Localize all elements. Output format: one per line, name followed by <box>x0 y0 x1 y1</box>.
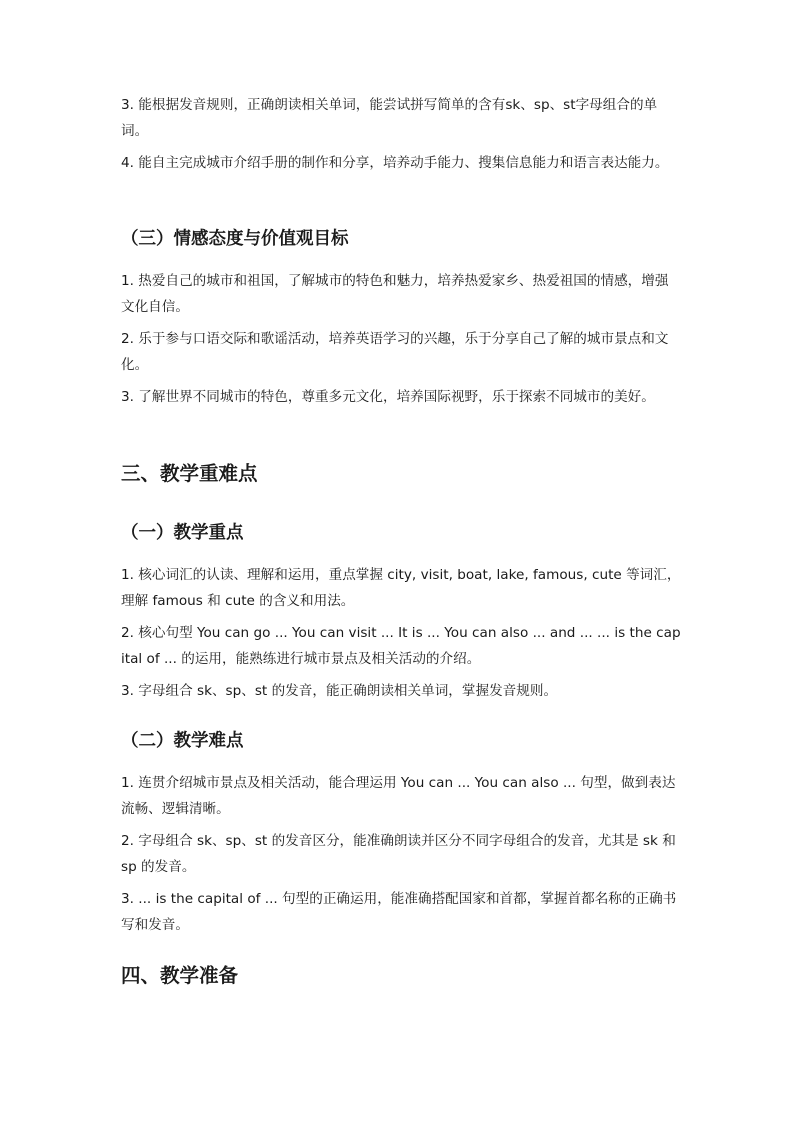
list-item: 1. 热爱自己的城市和祖国，了解城市的特色和魅力，培养热爱家乡、热爱祖国的情感，增强文化自信。 <box>121 273 669 315</box>
section-heading-key-points: （一）教学重点 <box>121 523 244 543</box>
difficult-points-list <box>121 770 681 938</box>
section-heading-key-difficult-points: 三、教学重难点 <box>121 462 258 485</box>
section-heading-emotion-goals: （三）情感态度与价值观目标 <box>121 229 349 249</box>
skills-goals-list <box>121 92 681 176</box>
list-item: 2. 字母组合 sk、sp、st 的发音区分，能准确朗读并区分不同字母组合的发音，尤其是 sk 和 sp 的发音。 <box>121 833 676 875</box>
list-item: 2. 乐于参与口语交际和歌谣活动，培养英语学习的兴趣，乐于分享自己了解的城市景点和文化。 <box>121 331 669 373</box>
list-item: 3. 字母组合 sk、sp、st 的发音，能正确朗读相关单词，掌握发音规则。 <box>121 683 558 699</box>
section-heading-teaching-preparation: 四、教学准备 <box>121 964 239 987</box>
list-item: 1. 核心词汇的认读、理解和运用，重点掌握 city, visit, boat, lake, famous, cute 等词汇，理解 famous 和 cute 的含义和用法。 <box>121 567 681 609</box>
list-item: 3. 了解世界不同城市的特色，尊重多元文化，培养国际视野，乐于探索不同城市的美好。 <box>121 389 655 405</box>
list-item: 3. ... is the capital of ... 句型的正确运用，能准确搭配国家和首都，掌握首都名称的正确书写和发音。 <box>121 891 677 933</box>
section-heading-difficult-points: （二）教学难点 <box>121 731 244 751</box>
emotion-goals-list <box>121 268 681 410</box>
list-item: 4. 能自主完成城市介绍手册的制作和分享，培养动手能力、搜集信息能力和语言表达能力。 <box>121 155 669 171</box>
list-item: 2. 核心句型 You can go ... You can visit ... It is ... You can also ... and ... ... is the capital of ... 的运用，能熟练进行城市景点及相关活动的介绍。 <box>121 625 681 667</box>
list-item: 1. 连贯介绍城市景点及相关活动，能合理运用 You can ... You can also ... 句型，做到表达流畅、逻辑清晰。 <box>121 775 676 817</box>
key-points-list <box>121 562 681 704</box>
list-item: 3. 能根据发音规则，正确朗读相关单词，能尝试拼写简单的含有sk、sp、st字母组合的单词。 <box>121 97 658 139</box>
